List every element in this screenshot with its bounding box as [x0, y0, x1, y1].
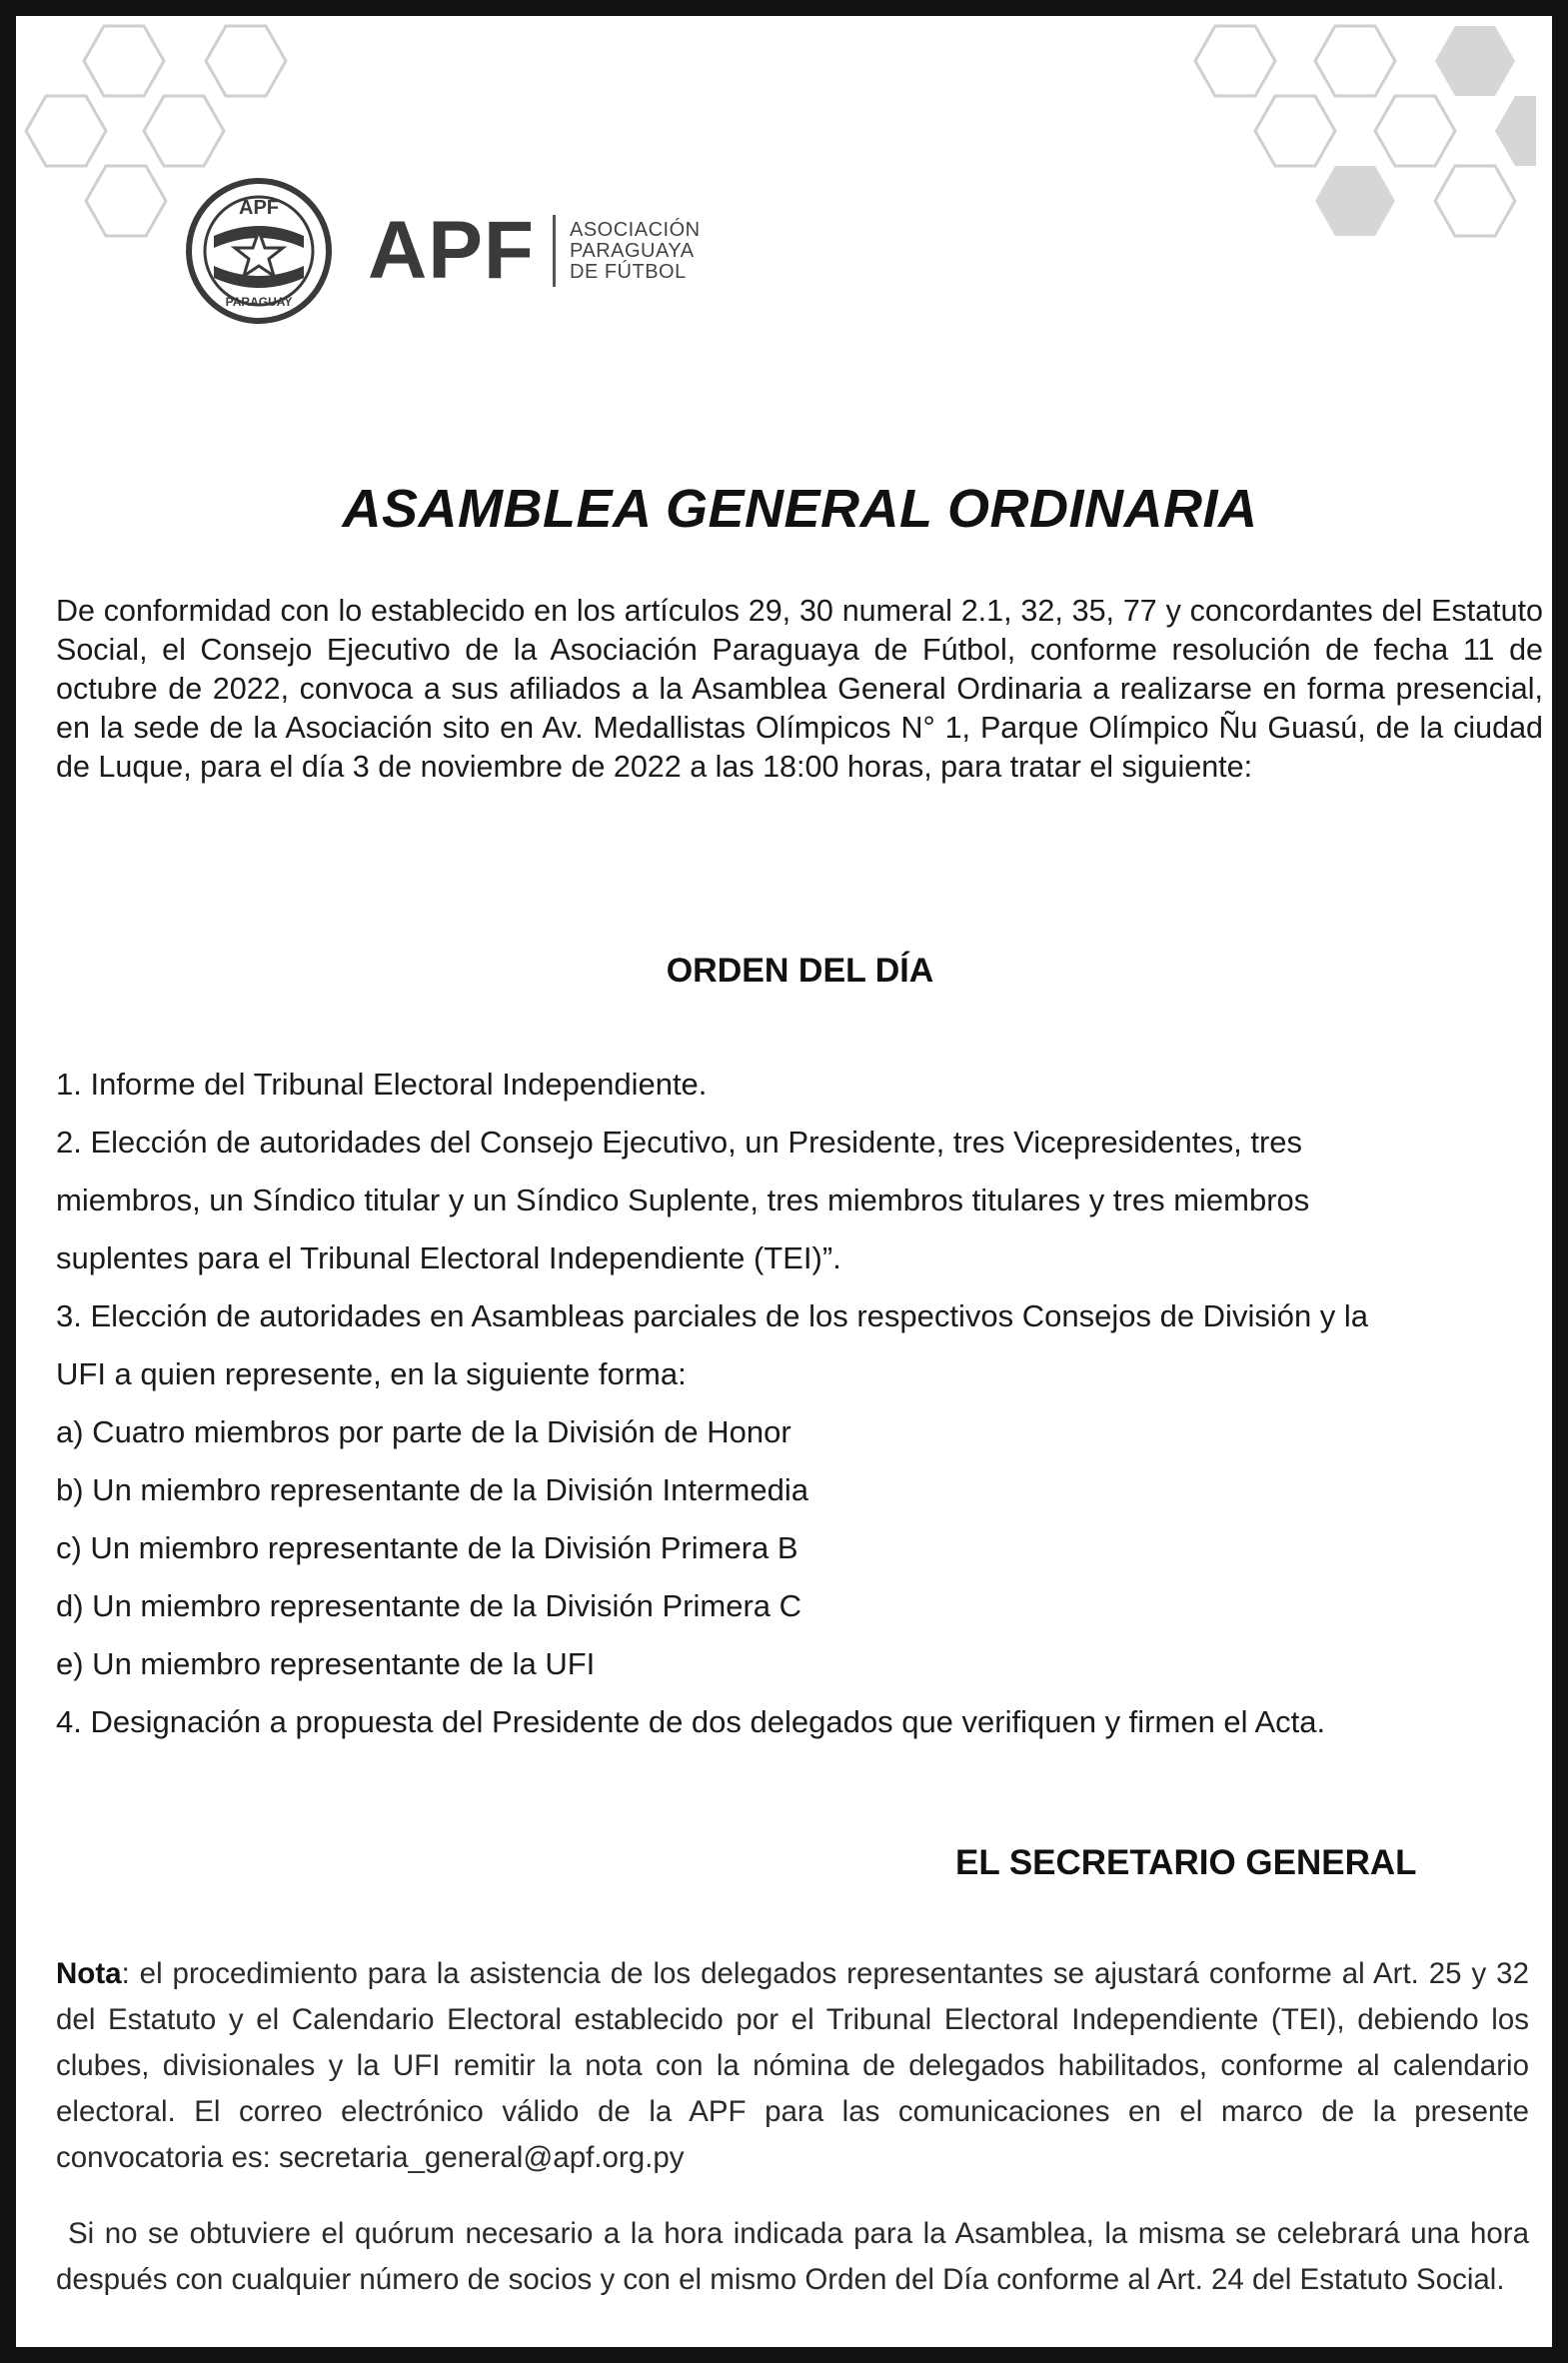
hexagon-shape [1255, 96, 1335, 166]
hexagon-shape [144, 96, 224, 166]
agenda-line: e) Un miembro representante de la UFI [56, 1646, 596, 1681]
hexagon-shape [26, 96, 106, 166]
signature-title: EL SECRETARIO GENERAL [955, 1843, 1417, 1882]
agenda-line: UFI a quien represente, en la siguiente forma: [56, 1356, 687, 1391]
logo-name-line: ASOCIACIÓN [570, 218, 701, 241]
hexagon-shape [1195, 26, 1275, 96]
agenda-line: c) Un miembro representante de la División Primera B [56, 1530, 798, 1565]
agenda-title: ORDEN DEL DÍA [666, 952, 934, 990]
note-paragraph [56, 1951, 1529, 2181]
note-text: : el procedimiento para la asistencia de los delegados representantes se ajustará conforme al Art. 25 y 32 del Estatuto y el Calendario Electoral establecido por el Tribunal Electoral Independiente (TEI), debiendo los clubes, divisionales y la UFI remitir la nota con la nómina de delegados habilitados, conforme al calendario electoral. El correo electrónico válido de la APF para las comunicaciones en el marco de la presente convocatoria es: secretaria_general@apf.org.py [56, 1957, 1529, 2174]
agenda-list [56, 1056, 1555, 1751]
apf-badge-icon [184, 176, 334, 326]
hexagon-shape [84, 26, 164, 96]
hexagon-shape [1375, 96, 1455, 166]
agenda-line: 4. Designación a propuesta del Presidente de dos delegados que verifiquen y firmen el Acta. [56, 1704, 1326, 1739]
logo-name-line: DE FÚTBOL [570, 260, 687, 283]
logo-name-line: PARAGUAYA [570, 239, 695, 262]
hexagon-shape [1315, 26, 1395, 96]
agenda-line: miembros, un Síndico titular y un Síndico Suplente, tres miembros titulares y tres miembros [56, 1182, 1310, 1217]
intro-paragraph: De conformidad con lo establecido en los artículos 29, 30 numeral 2.1, 32, 35, 77 y concordantes del Estatuto Social, el Consejo Ejecutivo de la Asociación Paraguaya de Fútbol, conforme resolución de fecha 11 de octubre de 2022, convoca a sus afiliados a la Asamblea General Ordinaria a realizarse en forma presencial, en la sede de la Asociación sito en Av. Medallistas Olímpicos N° 1, Parque Olímpico Ñu Guasú, de la ciudad de Luque, para el día 3 de noviembre de 2022 a las 18:00 horas, para tratar el siguiente: [56, 594, 1543, 784]
agenda-line: b) Un miembro representante de la División Intermedia [56, 1472, 808, 1507]
hexagon-shape [1435, 26, 1515, 96]
agenda-line: d) Un miembro representante de la División Primera C [56, 1588, 802, 1623]
badge-bottom-text: PARAGUAY [225, 295, 293, 309]
hexagon-shape [1495, 96, 1536, 166]
agenda-line: suplentes para el Tribunal Electoral Independiente (TEI)”. [56, 1240, 841, 1275]
agenda-line: a) Cuatro miembros por parte de la División de Honor [56, 1414, 791, 1449]
hexagon-shape [86, 166, 166, 236]
logo-divider [553, 215, 556, 287]
hexagon-shape [1315, 166, 1395, 236]
agenda-line: 3. Elección de autoridades en Asambleas parciales de los respectivos Consejos de División y la [56, 1298, 1369, 1333]
hexagon-shape [1435, 166, 1515, 236]
note-label: Nota [56, 1957, 122, 1990]
logo-wordmark: APF [368, 205, 535, 296]
logo-association-name [570, 220, 701, 283]
quorum-paragraph: Si no se obtuviere el quórum necesario a la hora indicada para la Asamblea, la misma se celebrará una hora después con cualquier número de socios y con el mismo Orden del Día conforme al Art. 24 del Estatuto Social. [56, 2217, 1529, 2296]
hexagon-shape [206, 26, 286, 96]
apf-logo [184, 176, 701, 326]
agenda-line: 1. Informe del Tribunal Electoral Independiente. [56, 1067, 708, 1102]
agenda-line: 2. Elección de autoridades del Consejo Ejecutivo, un Presidente, tres Vicepresidentes, tres [56, 1125, 1303, 1160]
page-title: ASAMBLEA GENERAL ORDINARIA [342, 479, 1258, 539]
badge-top-text: APF [239, 197, 279, 219]
